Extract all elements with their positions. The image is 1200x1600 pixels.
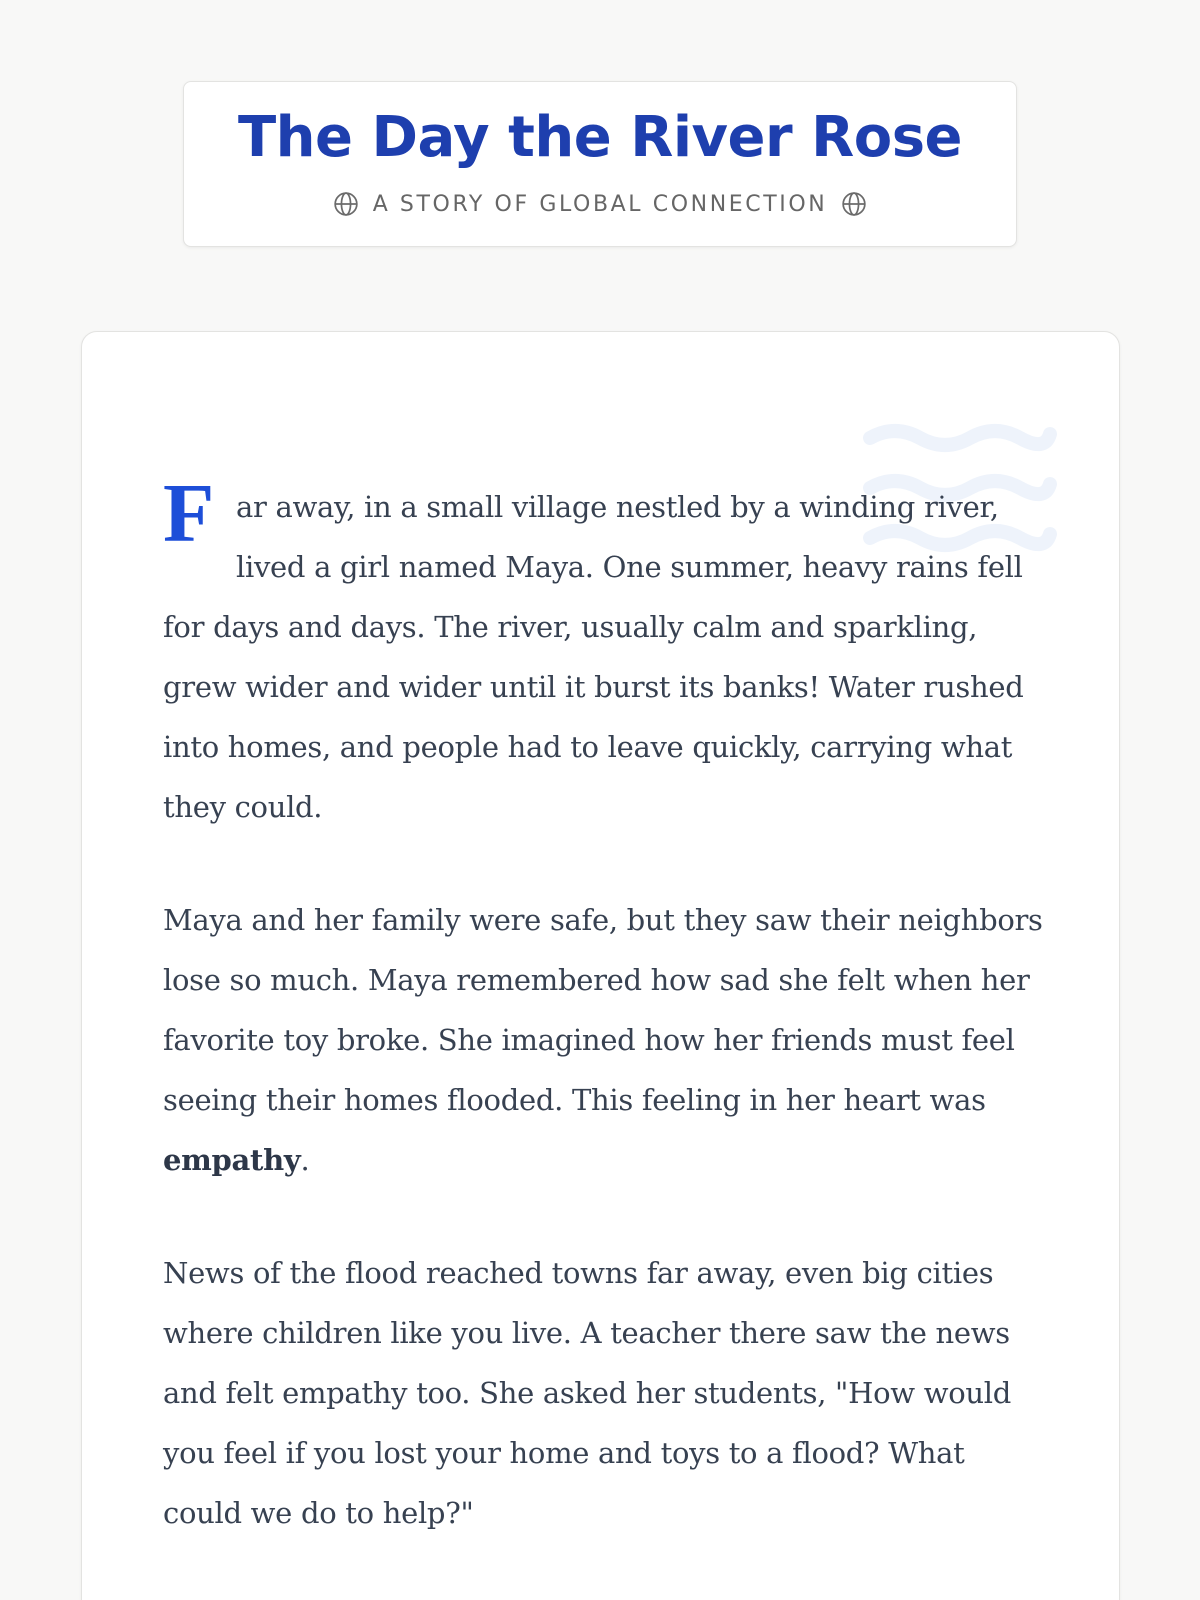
story-body — [163, 467, 1043, 1596]
story-paragraph-1 — [163, 467, 1043, 837]
page-subtitle: A STORY OF GLOBAL CONNECTION — [372, 191, 828, 217]
emphasis-word: empathy — [163, 1143, 301, 1177]
paragraph-text: News of the flood reached towns far away, even big cities where children like you live. A teacher there saw the news and felt empathy too. She asked her students, "How would you feel if you lost your home and toys to a flood? What could we do to help?" — [163, 1256, 1011, 1530]
drop-cap: F — [163, 467, 215, 560]
story-card — [81, 331, 1120, 1600]
story-paragraph-3 — [163, 1243, 1043, 1543]
subtitle-row — [184, 191, 1016, 217]
globe-icon — [333, 191, 359, 217]
title-card — [183, 81, 1017, 247]
story-paragraph-2 — [163, 890, 1043, 1190]
paragraph-end: . — [300, 1143, 310, 1177]
page-title: The Day the River Rose — [237, 105, 963, 170]
paragraph-text: Maya and her family were safe, but they saw their neighbors lose so much. Maya remembered how sad she felt when her favorite toy broke. She imagined how her friends must feel seeing their homes flooded. This feeling in her heart was — [163, 903, 1043, 1117]
paragraph-text: ar away, in a small village nestled by a winding river, lived a girl named Maya. One summer, heavy rains fell for days and days. The river, usually calm and sparkling, grew wider and wider until it burst its banks! Water rushed into homes, and people had to leave quickly, carrying what they could. — [163, 490, 1024, 824]
globe-icon — [841, 191, 867, 217]
